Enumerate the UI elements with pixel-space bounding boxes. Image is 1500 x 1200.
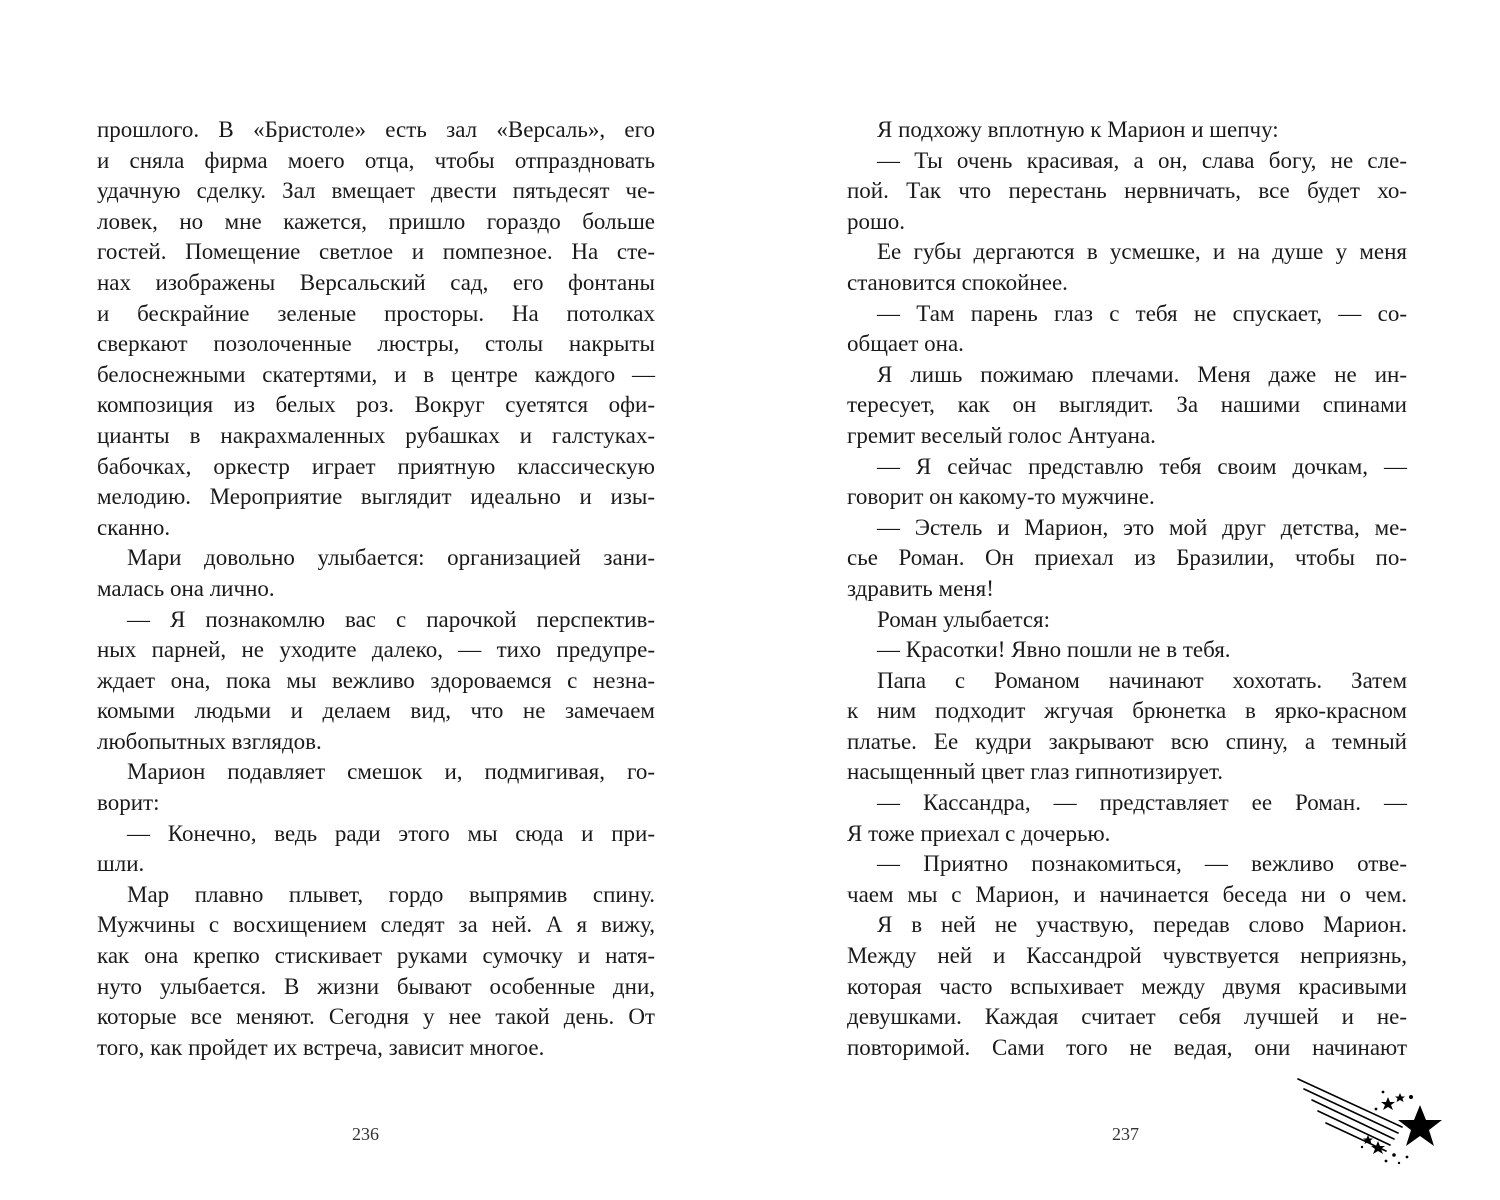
text-line: к ним подходит жгучая брюнетка в ярко-красном	[847, 698, 1407, 724]
left-page-text	[97, 115, 655, 1063]
text-line: — Там парень глаз с тебя не спускает, — со-	[877, 300, 1407, 326]
text-line: и бескрайние зеленые просторы. На потолках	[97, 300, 655, 326]
text-line: Между ней и Кассандрой чувствуется неприязнь,	[847, 943, 1407, 969]
text-line: ных парней, не уходите далеко, — тихо предупре-	[97, 637, 655, 663]
text-line: чаем мы с Марион, и начинается беседа ни о чем.	[847, 881, 1407, 907]
text-line: сверкают позолоченные люстры, столы накрыты	[97, 331, 655, 357]
text-line: мелодию. Мероприятие выглядит идеально и изы-	[97, 484, 655, 510]
text-line: того, как пройдет их встреча, зависит многое.	[97, 1034, 545, 1060]
text-line: гремит веселый голос Антуана.	[847, 422, 1156, 448]
text-line: Я лишь пожимаю плечами. Меня даже не ин-	[877, 361, 1407, 387]
text-line: — Я познакомлю вас с парочкой перспектив-	[127, 606, 655, 632]
text-line: прошлого. В «Бристоле» есть зал «Версаль», его	[97, 117, 655, 142]
text-line: ловек, но мне кажется, пришло гораздо больше	[97, 208, 655, 234]
text-line: шли.	[97, 851, 145, 877]
text-line: — Конечно, ведь ради этого мы сюда и при-	[127, 820, 655, 846]
text-line: девушками. Каждая считает себя лучшей и не-	[847, 1004, 1407, 1030]
text-line: Мар плавно плывет, гордо выпрямив спину.	[127, 881, 655, 907]
text-line: повторимой. Сами того не ведая, они начинают	[847, 1034, 1407, 1060]
text-line: Мужчины с восхищением следят за ней. А я вижу,	[97, 912, 655, 938]
text-line: сканно.	[97, 514, 171, 540]
text-line: композиция из белых роз. Вокруг суетятся офи-	[97, 392, 655, 418]
text-line: сье Роман. Он приехал из Бразилии, чтобы по-	[847, 545, 1407, 571]
page-number: 236	[352, 1124, 379, 1144]
text-line: — Кассандра, — представляет ее Роман. —	[877, 790, 1407, 816]
text-line: Ее губы дергаются в усмешке, и на душе у меня	[877, 239, 1407, 265]
text-line: Я в ней не участвую, передав слово Марион.	[877, 912, 1407, 938]
text-line: комыми людьми и делаем вид, что не замечаем	[97, 698, 655, 724]
text-line: — Я сейчас представлю тебя своим дочкам, —	[877, 453, 1407, 479]
text-line: и сняла фирма моего отца, чтобы отпраздновать	[97, 147, 655, 173]
text-line: — Приятно познакомиться, — вежливо отве-	[877, 851, 1407, 877]
text-line: общает она.	[847, 331, 964, 357]
text-line: Я тоже приехал с дочерью.	[847, 820, 1111, 846]
text-line: Мари довольно улыбается: организацией зани-	[127, 545, 655, 571]
text-line: здравить меня!	[847, 575, 994, 601]
text-line: — Красотки! Явно пошли не в тебя.	[877, 637, 1231, 663]
text-line: Я подхожу вплотную к Марион и шепчу:	[877, 117, 1279, 142]
text-line: Марион подавляет смешок и, подмигивая, го-	[127, 759, 655, 785]
page-number: 237	[1112, 1124, 1139, 1144]
right-page-text	[847, 115, 1407, 1063]
text-line: которые все меняют. Сегодня у нее такой день. От	[97, 1004, 655, 1030]
text-line: удачную сделку. Зал вмещает двести пятьдесят че-	[97, 178, 655, 204]
shooting-stars-icon	[1290, 1075, 1450, 1170]
text-line: нах изображены Версальский сад, его фонтаны	[97, 269, 655, 295]
text-line: — Ты очень красивая, а он, слава богу, не сле-	[877, 147, 1407, 173]
text-line: бабочках, оркестр играет приятную классическую	[97, 453, 655, 479]
text-line: Роман улыбается:	[877, 606, 1050, 632]
text-line: рошо.	[847, 208, 905, 234]
text-line: цианты в накрахмаленных рубашках и галстуках-	[97, 422, 655, 448]
text-line: белоснежными скатертями, и в центре каждого —	[97, 361, 655, 387]
text-line: становится спокойнее.	[847, 269, 1068, 295]
text-line: пой. Так что перестань нервничать, все будет хо-	[847, 178, 1407, 204]
text-line: Папа с Романом начинают хохотать. Затем	[877, 667, 1407, 693]
text-line: говорит он какому-то мужчине.	[847, 484, 1155, 510]
text-line: насыщенный цвет глаз гипнотизирует.	[847, 759, 1224, 785]
text-line: платье. Ее кудри закрывают всю спину, а темный	[847, 728, 1407, 754]
text-line: как она крепко стискивает руками сумочку и натя-	[97, 943, 655, 969]
text-line: ворит:	[97, 790, 160, 816]
text-line: ждает она, пока мы вежливо здороваемся с незна-	[97, 667, 655, 693]
text-line: — Эстель и Марион, это мой друг детства, ме-	[877, 514, 1407, 540]
text-line: малась она лично.	[97, 575, 275, 601]
text-line: нуто улыбается. В жизни бывают особенные дни,	[97, 973, 655, 999]
text-line: которая часто вспыхивает между двумя красивыми	[847, 973, 1407, 999]
text-line: тересует, как он выглядит. За нашими спинами	[847, 392, 1407, 418]
right-page	[750, 0, 1500, 1200]
text-line: любопытных взглядов.	[97, 728, 322, 754]
text-line: гостей. Помещение светлое и помпезное. На сте-	[97, 239, 655, 265]
